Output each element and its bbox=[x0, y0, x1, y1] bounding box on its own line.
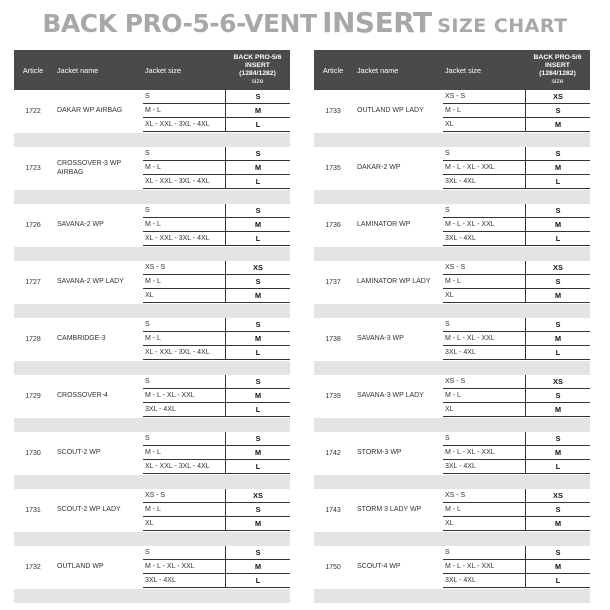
jacket-size-cell: XS - S bbox=[445, 492, 466, 499]
header-insert-line4: size bbox=[551, 78, 564, 85]
article-group bbox=[314, 432, 590, 489]
jacket-size-cell: XL - XXL - 3XL - 4XL bbox=[145, 463, 210, 470]
jacket-size-cell: XL bbox=[145, 292, 154, 299]
insert-size-cell: L bbox=[525, 232, 590, 245]
insert-size-cell: S bbox=[525, 389, 590, 402]
header-insert-size bbox=[525, 50, 590, 90]
header-article: Article bbox=[322, 65, 344, 75]
jacket-size-cell: XS - S bbox=[445, 93, 466, 100]
table-row bbox=[143, 346, 290, 360]
jacket-size-cell: XL bbox=[445, 520, 454, 527]
group-separator bbox=[314, 532, 590, 546]
jacket-size-cell: 3XL - 4XL bbox=[445, 463, 476, 470]
jacket-size-cell: XL - XXL - 3XL - 4XL bbox=[145, 349, 210, 356]
insert-size-cell: M bbox=[525, 218, 590, 231]
jacket-size-cell: S bbox=[445, 150, 450, 157]
jacket-size-cell: M - L bbox=[145, 164, 161, 171]
table-row bbox=[443, 517, 590, 531]
group-separator bbox=[14, 190, 290, 204]
size-table-left bbox=[14, 50, 290, 603]
article-group bbox=[314, 546, 590, 603]
insert-size-cell: M bbox=[225, 161, 290, 174]
table-row bbox=[143, 403, 290, 417]
jacket-name: OUTLAND WP LADY bbox=[357, 107, 424, 115]
article-group bbox=[14, 489, 290, 546]
table-row bbox=[143, 560, 290, 574]
jacket-name: STORM 3 LADY WP bbox=[357, 506, 422, 514]
insert-size-cell: M bbox=[525, 560, 590, 573]
table-row bbox=[143, 574, 290, 588]
title-insert: INSERT bbox=[322, 6, 432, 39]
header-jacket-size: Jacket size bbox=[445, 65, 482, 75]
insert-size-cell: L bbox=[525, 175, 590, 188]
table-row bbox=[443, 446, 590, 460]
jacket-size-cell: S bbox=[145, 321, 150, 328]
article-group bbox=[314, 375, 590, 432]
table-row bbox=[143, 275, 290, 289]
article-number: 1742 bbox=[325, 450, 341, 457]
group-separator bbox=[314, 475, 590, 489]
header-insert-line1: BACK PRO-5/6 bbox=[533, 54, 582, 61]
table-row bbox=[443, 289, 590, 303]
group-separator bbox=[14, 589, 290, 603]
jacket-name: SCOUT-2 WP bbox=[57, 449, 101, 457]
insert-size-cell: S bbox=[525, 318, 590, 331]
insert-size-cell: S bbox=[225, 204, 290, 217]
jacket-name: SAVANA-2 WP LADY bbox=[57, 278, 124, 286]
size-rows bbox=[443, 204, 590, 246]
group-separator bbox=[314, 190, 590, 204]
article-group bbox=[14, 147, 290, 204]
article-group bbox=[314, 90, 590, 147]
article-group bbox=[14, 375, 290, 432]
size-rows bbox=[443, 261, 590, 303]
insert-size-cell: S bbox=[225, 318, 290, 331]
article-group bbox=[14, 432, 290, 489]
jacket-size-cell: S bbox=[445, 549, 450, 556]
insert-size-cell: L bbox=[225, 175, 290, 188]
table-body bbox=[14, 90, 290, 603]
jacket-size-cell: M - L bbox=[445, 392, 461, 399]
size-rows bbox=[143, 318, 290, 360]
jacket-size-cell: M - L - XL - XXL bbox=[145, 392, 195, 399]
group-separator bbox=[314, 304, 590, 318]
insert-size-cell: S bbox=[525, 503, 590, 516]
article-group bbox=[14, 318, 290, 375]
table-row bbox=[143, 389, 290, 403]
size-rows bbox=[143, 489, 290, 531]
size-rows bbox=[143, 90, 290, 132]
jacket-size-cell: XL bbox=[445, 406, 454, 413]
insert-size-cell: S bbox=[525, 275, 590, 288]
size-rows bbox=[143, 546, 290, 588]
article-number: 1728 bbox=[25, 336, 41, 343]
insert-size-cell: M bbox=[525, 118, 590, 131]
group-separator bbox=[14, 475, 290, 489]
table-row bbox=[443, 389, 590, 403]
insert-size-cell: XS bbox=[525, 375, 590, 388]
jacket-size-cell: M - L bbox=[145, 278, 161, 285]
table-row bbox=[443, 261, 590, 275]
jacket-size-cell: XL bbox=[445, 292, 454, 299]
group-separator bbox=[14, 133, 290, 147]
insert-size-cell: S bbox=[525, 432, 590, 445]
header-jacket-name: Jacket name bbox=[57, 65, 99, 75]
table-row bbox=[143, 460, 290, 474]
insert-size-cell: L bbox=[225, 574, 290, 587]
insert-size-cell: XS bbox=[225, 489, 290, 502]
article-group bbox=[314, 204, 590, 261]
jacket-name: SCOUT-4 WP bbox=[357, 563, 401, 571]
size-rows bbox=[443, 489, 590, 531]
jacket-size-cell: XS - S bbox=[145, 492, 166, 499]
title-size-chart: SIZE CHART bbox=[437, 15, 568, 37]
insert-size-cell: L bbox=[225, 403, 290, 416]
jacket-name: SAVANA-3 WP bbox=[357, 335, 404, 343]
insert-size-cell: XS bbox=[525, 90, 590, 103]
table-row bbox=[143, 232, 290, 246]
table-row bbox=[143, 432, 290, 446]
article-number: 1723 bbox=[25, 165, 41, 172]
insert-size-cell: M bbox=[225, 517, 290, 530]
insert-size-cell: L bbox=[225, 118, 290, 131]
jacket-name: SAVANA-2 WP bbox=[57, 221, 104, 229]
size-rows bbox=[443, 432, 590, 474]
jacket-size-cell: S bbox=[445, 435, 450, 442]
jacket-name: DAKAR WP AIRBAG bbox=[57, 107, 123, 115]
jacket-size-cell: XS - S bbox=[445, 264, 466, 271]
insert-size-cell: M bbox=[225, 332, 290, 345]
table-row bbox=[443, 275, 590, 289]
jacket-size-cell: XL bbox=[445, 121, 454, 128]
size-rows bbox=[143, 432, 290, 474]
insert-size-cell: S bbox=[525, 204, 590, 217]
insert-size-cell: L bbox=[225, 346, 290, 359]
insert-size-cell: M bbox=[525, 446, 590, 459]
table-row bbox=[443, 118, 590, 132]
insert-size-cell: S bbox=[225, 275, 290, 288]
insert-size-cell: S bbox=[525, 546, 590, 559]
table-row bbox=[443, 503, 590, 517]
table-row bbox=[143, 104, 290, 118]
insert-size-cell: L bbox=[225, 232, 290, 245]
table-row bbox=[443, 546, 590, 560]
group-separator bbox=[14, 304, 290, 318]
header-insert-line1: BACK PRO-5/6 bbox=[233, 54, 282, 61]
table-row bbox=[143, 218, 290, 232]
jacket-size-cell: S bbox=[145, 378, 150, 385]
article-number: 1722 bbox=[25, 108, 41, 115]
jacket-size-cell: M - L bbox=[145, 335, 161, 342]
jacket-size-cell: XS - S bbox=[445, 378, 466, 385]
table-row bbox=[443, 489, 590, 503]
table-row bbox=[143, 446, 290, 460]
article-group bbox=[314, 261, 590, 318]
table-row bbox=[143, 318, 290, 332]
article-number: 1735 bbox=[325, 165, 341, 172]
jacket-size-cell: M - L - XL - XXL bbox=[445, 164, 495, 171]
insert-size-cell: M bbox=[525, 403, 590, 416]
header-jacket-size: Jacket size bbox=[145, 65, 182, 75]
table-header bbox=[14, 50, 290, 90]
article-group bbox=[14, 261, 290, 318]
jacket-size-cell: M - L - XL - XXL bbox=[445, 449, 495, 456]
insert-size-cell: S bbox=[525, 104, 590, 117]
jacket-size-cell: XL bbox=[145, 520, 154, 527]
group-separator bbox=[314, 133, 590, 147]
jacket-size-cell: 3XL - 4XL bbox=[445, 349, 476, 356]
table-row bbox=[443, 147, 590, 161]
article-group bbox=[14, 90, 290, 147]
article-group bbox=[14, 546, 290, 603]
insert-size-cell: S bbox=[225, 503, 290, 516]
jacket-size-cell: M - L - XL - XXL bbox=[445, 563, 495, 570]
insert-size-cell: M bbox=[525, 161, 590, 174]
table-row bbox=[443, 318, 590, 332]
jacket-size-cell: S bbox=[145, 150, 150, 157]
jacket-name: LAMINATOR WP bbox=[357, 221, 411, 229]
insert-size-cell: M bbox=[225, 218, 290, 231]
jacket-size-cell: 3XL - 4XL bbox=[445, 577, 476, 584]
table-row bbox=[443, 432, 590, 446]
size-rows bbox=[443, 318, 590, 360]
size-table-right bbox=[314, 50, 590, 603]
article-number: 1726 bbox=[25, 222, 41, 229]
table-body bbox=[314, 90, 590, 603]
insert-size-cell: M bbox=[525, 332, 590, 345]
insert-size-cell: XS bbox=[525, 489, 590, 502]
article-number: 1738 bbox=[325, 336, 341, 343]
jacket-size-cell: S bbox=[445, 207, 450, 214]
table-row bbox=[143, 503, 290, 517]
title-product: BACK PRO-5-6-VENT bbox=[42, 9, 317, 38]
page-title bbox=[0, 6, 610, 39]
jacket-size-cell: XL - XXL - 3XL - 4XL bbox=[145, 178, 210, 185]
article-number: 1750 bbox=[325, 564, 341, 571]
jacket-size-cell: M - L - XL - XXL bbox=[445, 335, 495, 342]
article-number: 1739 bbox=[325, 393, 341, 400]
table-row bbox=[143, 546, 290, 560]
insert-size-cell: L bbox=[525, 460, 590, 473]
table-row bbox=[143, 147, 290, 161]
insert-size-cell: M bbox=[225, 560, 290, 573]
insert-size-cell: S bbox=[225, 147, 290, 160]
table-row bbox=[143, 118, 290, 132]
table-row bbox=[443, 346, 590, 360]
table-row bbox=[443, 204, 590, 218]
jacket-size-cell: M - L bbox=[445, 278, 461, 285]
insert-size-cell: S bbox=[525, 147, 590, 160]
table-row bbox=[143, 375, 290, 389]
jacket-size-cell: S bbox=[145, 93, 150, 100]
header-insert-line2: INSERT bbox=[545, 62, 570, 69]
jacket-size-cell: M - L bbox=[445, 107, 461, 114]
table-row bbox=[143, 332, 290, 346]
header-insert-line2: INSERT bbox=[245, 62, 270, 69]
table-row bbox=[443, 232, 590, 246]
jacket-size-cell: 3XL - 4XL bbox=[145, 577, 176, 584]
jacket-name: STORM-3 WP bbox=[357, 449, 402, 457]
article-number: 1733 bbox=[325, 108, 341, 115]
group-separator bbox=[14, 361, 290, 375]
header-insert-line4: size bbox=[251, 78, 264, 85]
article-number: 1737 bbox=[325, 279, 341, 286]
group-separator bbox=[314, 361, 590, 375]
table-row bbox=[443, 218, 590, 232]
size-rows bbox=[143, 204, 290, 246]
insert-size-cell: M bbox=[525, 517, 590, 530]
header-insert-line3: (1284/1282) bbox=[539, 70, 576, 77]
table-row bbox=[443, 104, 590, 118]
table-row bbox=[143, 175, 290, 189]
group-separator bbox=[14, 247, 290, 261]
insert-size-cell: S bbox=[225, 375, 290, 388]
jacket-size-cell: M - L bbox=[145, 449, 161, 456]
table-row bbox=[443, 175, 590, 189]
jacket-name: OUTLAND WP bbox=[57, 563, 104, 571]
table-row bbox=[443, 403, 590, 417]
jacket-size-cell: M - L - XL - XXL bbox=[145, 563, 195, 570]
table-row bbox=[443, 375, 590, 389]
jacket-size-cell: 3XL - 4XL bbox=[445, 178, 476, 185]
jacket-size-cell: XL - XXL - 3XL - 4XL bbox=[145, 235, 210, 242]
jacket-size-cell: 3XL - 4XL bbox=[445, 235, 476, 242]
header-insert-line3: (1284/1282) bbox=[239, 70, 276, 77]
group-separator bbox=[314, 247, 590, 261]
group-separator bbox=[314, 418, 590, 432]
jacket-size-cell: S bbox=[445, 321, 450, 328]
jacket-name: CROSSOVER-4 bbox=[57, 392, 108, 400]
insert-size-cell: S bbox=[225, 90, 290, 103]
table-row bbox=[443, 574, 590, 588]
table-row bbox=[143, 289, 290, 303]
jacket-name: SCOUT-2 WP LADY bbox=[57, 506, 121, 514]
insert-size-cell: M bbox=[225, 104, 290, 117]
insert-size-cell: M bbox=[225, 389, 290, 402]
table-row bbox=[143, 204, 290, 218]
jacket-size-cell: M - L bbox=[145, 107, 161, 114]
insert-size-cell: L bbox=[525, 346, 590, 359]
table-row bbox=[443, 161, 590, 175]
group-separator bbox=[14, 532, 290, 546]
table-row bbox=[143, 90, 290, 104]
jacket-size-cell: S bbox=[145, 435, 150, 442]
table-row bbox=[143, 261, 290, 275]
article-number: 1736 bbox=[325, 222, 341, 229]
article-group bbox=[14, 204, 290, 261]
article-number: 1730 bbox=[25, 450, 41, 457]
article-number: 1743 bbox=[325, 507, 341, 514]
jacket-size-cell: M - L bbox=[145, 221, 161, 228]
header-insert-size bbox=[225, 50, 290, 90]
header-article: Article bbox=[22, 65, 44, 75]
size-rows bbox=[143, 147, 290, 189]
size-rows bbox=[443, 546, 590, 588]
size-rows bbox=[443, 147, 590, 189]
article-number: 1732 bbox=[25, 564, 41, 571]
header-jacket-name: Jacket name bbox=[357, 65, 399, 75]
insert-size-cell: L bbox=[525, 574, 590, 587]
table-header bbox=[314, 50, 590, 90]
jacket-size-cell: M - L bbox=[445, 506, 461, 513]
size-rows bbox=[143, 261, 290, 303]
jacket-size-cell: S bbox=[145, 207, 150, 214]
article-number: 1729 bbox=[25, 393, 41, 400]
size-rows bbox=[443, 90, 590, 132]
jacket-name: CAMBRIDGE-3 bbox=[57, 335, 106, 343]
insert-size-cell: M bbox=[225, 446, 290, 459]
table-row bbox=[443, 332, 590, 346]
jacket-size-cell: M - L bbox=[145, 506, 161, 513]
jacket-size-cell: XL - XXL - 3XL - 4XL bbox=[145, 121, 210, 128]
insert-size-cell: M bbox=[225, 289, 290, 302]
jacket-name: SAVANA-3 WP LADY bbox=[357, 392, 424, 400]
table-row bbox=[143, 517, 290, 531]
jacket-size-cell: 3XL - 4XL bbox=[145, 406, 176, 413]
insert-size-cell: XS bbox=[525, 261, 590, 274]
insert-size-cell: S bbox=[225, 546, 290, 559]
article-group bbox=[314, 318, 590, 375]
jacket-size-cell: M - L - XL - XXL bbox=[445, 221, 495, 228]
table-row bbox=[443, 460, 590, 474]
article-number: 1727 bbox=[25, 279, 41, 286]
table-row bbox=[443, 90, 590, 104]
jacket-name: LAMINATOR WP LADY bbox=[357, 278, 431, 286]
article-group bbox=[314, 147, 590, 204]
size-rows bbox=[143, 375, 290, 417]
insert-size-cell: S bbox=[225, 432, 290, 445]
group-separator bbox=[14, 418, 290, 432]
table-row bbox=[143, 489, 290, 503]
jacket-size-cell: S bbox=[145, 549, 150, 556]
insert-size-cell: M bbox=[525, 289, 590, 302]
jacket-name: CROSSOVER-3 WP AIRBAG bbox=[57, 160, 122, 176]
jacket-name: DAKAR-2 WP bbox=[357, 164, 401, 172]
insert-size-cell: L bbox=[225, 460, 290, 473]
jacket-size-cell: XS - S bbox=[145, 264, 166, 271]
table-row bbox=[143, 161, 290, 175]
article-group bbox=[314, 489, 590, 546]
table-row bbox=[443, 560, 590, 574]
group-separator bbox=[314, 589, 590, 603]
article-number: 1731 bbox=[25, 507, 41, 514]
insert-size-cell: XS bbox=[225, 261, 290, 274]
size-rows bbox=[443, 375, 590, 417]
